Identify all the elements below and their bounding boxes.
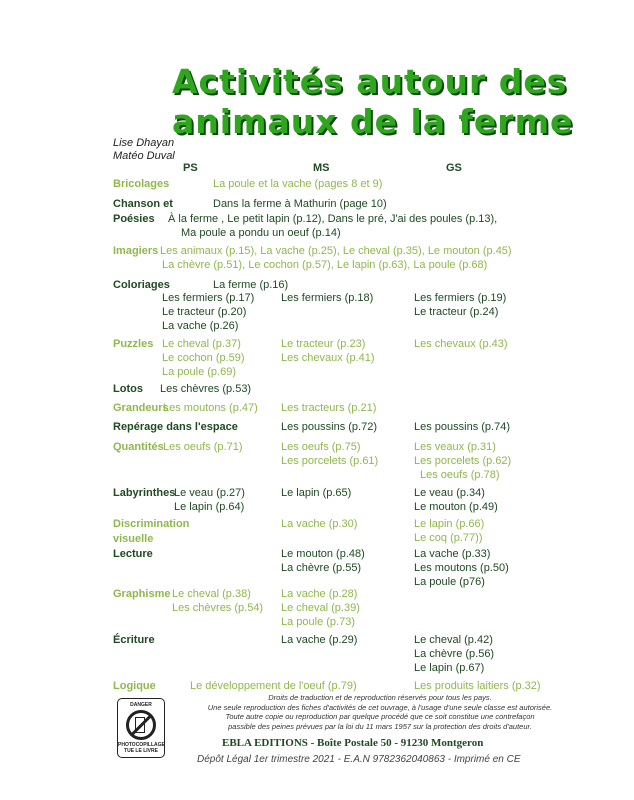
logique-ps-item: Le développement de l'oeuf (p.79) (190, 680, 357, 692)
lecture-gs-item: La vache (p.33) (414, 548, 491, 560)
quantites-gs-item: Les oeufs (p.78) (420, 469, 500, 481)
graphisme-ms-item: La vache (p.28) (281, 588, 358, 600)
legal-notice (200, 693, 560, 731)
coloriages-ps-item: Les fermiers (p.17) (162, 292, 255, 304)
section-label-quantites: Quantités (113, 441, 164, 453)
quantites-ms-item: Les oeufs (p.75) (281, 441, 361, 453)
quantites-ps-item: Les oeufs (p.71) (163, 441, 243, 453)
graphisme-ms-item: Le cheval (p.39) (281, 602, 360, 614)
coloriages-gs-item: Le tracteur (p.24) (414, 306, 499, 318)
author: Lise Dhayan (113, 137, 175, 149)
grandeurs-ms-item: Les tracteurs (p.21) (281, 402, 377, 414)
section-text-chanson: À la ferme , Le petit lapin (p.12), Dans le pré, J'ai des poules (p.13), (168, 213, 498, 225)
quantites-gs-item: Les veaux (p.31) (414, 441, 496, 453)
reperage-gs-item: Les poussins (p.74) (414, 421, 510, 433)
discrimination-gs-item: Le coq (p.77)) (414, 532, 483, 544)
logo-text-top: DANGER (130, 702, 152, 708)
graphisme-ps-item: Le cheval (p.38) (172, 588, 251, 600)
section-label-bricolages: Bricolages (113, 178, 170, 190)
puzzles-ps-item: Le cochon (p.59) (162, 352, 245, 364)
lecture-gs-item: Les moutons (p.50) (414, 562, 509, 574)
discrimination-ms-item: La vache (p.30) (281, 518, 358, 530)
column-ms: MS (313, 162, 330, 174)
section-label-grandeurs: Grandeurs (113, 402, 169, 414)
section-label-coloriages: Coloriages (113, 279, 170, 291)
legal-line: Droits de traduction et de reproduction réservés pour tous les pays. (268, 693, 492, 702)
reperage-ms-item: Les poussins (p.72) (281, 421, 377, 433)
section-text-imagiers: Les animaux (p.15), La vache (p.25), Le cheval (p.35), Le mouton (p.45) (160, 245, 512, 257)
section-label-chanson: Poésies (113, 213, 155, 225)
section-label-discrimination: Discrimination (113, 518, 190, 530)
lecture-gs-item: La poule (p76) (414, 576, 485, 588)
section-label-ecriture: Écriture (113, 634, 155, 646)
puzzles-ms-item: Le tracteur (p.23) (281, 338, 366, 350)
puzzles-ms-item: Les chevaux (p.41) (281, 352, 375, 364)
section-text-chanson: Ma poule a pondu un oeuf (p.14) (181, 227, 341, 239)
lotos-ps-item: Les chèvres (p.53) (160, 383, 252, 395)
coloriages-ps-item: Le tracteur (p.20) (162, 306, 247, 318)
legal-line: Une seule reproduction des fiches d'activités de cet ouvrage, à l'usage d'une seule classe est autorisée. (207, 702, 553, 712)
section-label-lecture: Lecture (113, 548, 153, 560)
section-text-bricolages: La poule et la vache (pages 8 et 9) (213, 178, 383, 190)
labyrinthes-gs-item: Le veau (p.34) (414, 487, 485, 499)
title-line-1: Activités autour des (172, 62, 568, 101)
logo-text-bottom: PHOTOCOPILLAGE (118, 742, 165, 748)
ecriture-gs-item: Le lapin (p.67) (414, 662, 485, 674)
labyrinthes-ps-item: Le lapin (p.64) (174, 501, 245, 513)
section-text-imagiers: La chèvre (p.51), Le cochon (p.57), Le lapin (p.63), La poule (p.68) (162, 259, 488, 271)
photocopillage-logo (117, 698, 165, 758)
puzzles-ps-item: La poule (p.69) (162, 366, 236, 378)
quantites-ms-item: Les porcelets (p.61) (281, 455, 379, 467)
labyrinthes-ps-item: Le veau (p.27) (174, 487, 245, 499)
section-label-discrimination: visuelle (113, 533, 154, 545)
legal-line: Toute autre copie ou reproduction par quelque procédé que ce soit constitue une contrefaçon (225, 712, 535, 721)
section-text-chanson: Dans la ferme à Mathurin (page 10) (213, 198, 387, 210)
title-line-2: animaux de la ferme (172, 102, 574, 141)
section-label-logique: Logique (113, 680, 156, 692)
section-text-coloriages: La ferme (p.16) (213, 279, 289, 291)
lecture-ms-item: La chèvre (p.55) (281, 562, 362, 574)
labyrinthes-ms-item: Le lapin (p.65) (281, 487, 352, 499)
logo-text-bottom: TUE LE LIVRE (124, 748, 158, 754)
quantites-gs-item: Les porcelets (p.62) (414, 455, 512, 467)
section-label-graphisme: Graphisme (113, 588, 171, 600)
discrimination-gs-item: Le lapin (p.66) (414, 518, 485, 530)
section-label-chanson: Chanson et (113, 198, 173, 210)
publisher: EBLA EDITIONS - Boîte Postale 50 - 91230 Montgeron (222, 737, 484, 749)
section-label-labyrinthes: Labyrinthes (113, 487, 176, 499)
section-label-imagiers: Imagiers (113, 245, 159, 257)
section-label-reperage: Repérage dans l'espace (113, 421, 238, 433)
ecriture-ms-item: La vache (p.29) (281, 634, 358, 646)
graphisme-ms-item: La poule (p.73) (281, 616, 355, 628)
no-copy-icon (126, 710, 156, 740)
ecriture-gs-item: La chèvre (p.56) (414, 648, 495, 660)
column-gs: GS (446, 162, 462, 174)
section-label-lotos: Lotos (113, 383, 143, 395)
lecture-ms-item: Le mouton (p.48) (281, 548, 365, 560)
section-label-puzzles: Puzzles (113, 338, 154, 350)
puzzles-ps-item: Le cheval (p.37) (162, 338, 241, 350)
coloriages-ps-item: La vache (p.26) (162, 320, 239, 332)
author: Matéo Duval (113, 150, 175, 162)
coloriages-gs-item: Les fermiers (p.19) (414, 292, 507, 304)
legal-line: passible des peines prévues par la loi du 11 mars 1957 sur la protection des droits d'auteur. (228, 721, 532, 731)
labyrinthes-gs-item: Le mouton (p.49) (414, 501, 498, 513)
grandeurs-ps-item: Les moutons (p.47) (163, 402, 258, 414)
coloriages-ms-item: Les fermiers (p.18) (281, 292, 374, 304)
ecriture-gs-item: Le cheval (p.42) (414, 634, 493, 646)
logique-gs-item: Les produits laitiers (p.32) (414, 680, 541, 692)
puzzles-gs-item: Les chevaux (p.43) (414, 338, 508, 350)
column-ps: PS (183, 162, 198, 174)
legal-deposit: Dépôt Légal 1er trimestre 2021 - E.A.N 9782362040863 - Imprimé en CE (197, 754, 521, 765)
graphisme-ps-item: Les chèvres (p.54) (172, 602, 264, 614)
